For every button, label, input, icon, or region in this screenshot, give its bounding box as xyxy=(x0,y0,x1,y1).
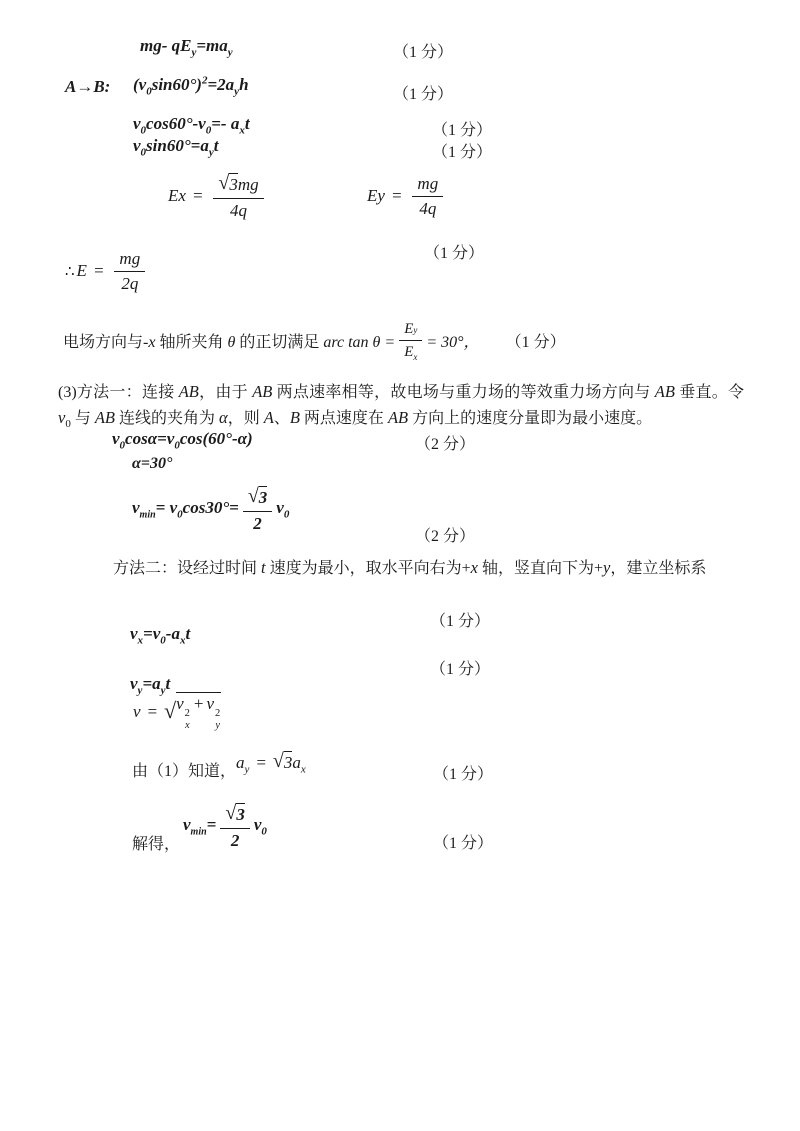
math-fragment xyxy=(133,702,164,722)
text-fragment: ，建立坐标系 xyxy=(610,560,707,577)
subscript: min xyxy=(139,509,156,521)
numerator xyxy=(213,171,263,199)
subscript: y xyxy=(208,146,214,159)
text-fragment: 轴，竖直向下为+ xyxy=(477,560,603,577)
equation-vy-sin60 xyxy=(133,136,218,158)
subscript: 0 xyxy=(140,124,147,137)
math-fragment: v xyxy=(132,497,140,517)
math-fragment: =- a xyxy=(211,114,240,133)
equation-vmin-method2 xyxy=(183,801,267,851)
math-fragment: v xyxy=(130,624,138,643)
math-fragment: (v xyxy=(133,75,147,94)
math-fragment: v xyxy=(176,694,184,714)
denominator: 2 xyxy=(230,830,240,850)
subscript: 0 xyxy=(146,85,152,98)
denominator: 4q xyxy=(230,200,248,220)
fraction xyxy=(399,319,422,362)
math-fragment: a xyxy=(236,752,245,772)
equals-sign: = xyxy=(255,752,267,772)
equals-sign: = xyxy=(191,186,204,205)
math-fragment: x xyxy=(470,558,478,577)
math-fragment: AB xyxy=(654,382,675,401)
radicand: 3 xyxy=(236,804,245,824)
sqrt-sign: √ xyxy=(164,698,177,723)
denominator: 2q xyxy=(121,274,139,293)
text-fragment: 两点速度在 xyxy=(299,410,388,427)
math-fragment: t xyxy=(244,114,250,133)
label-a-to-b: A→B: xyxy=(65,77,111,96)
equation-newton-y xyxy=(140,36,233,58)
math-fragment xyxy=(254,815,267,837)
equals-sign: = xyxy=(206,814,217,834)
math-fragment: v xyxy=(58,408,66,427)
subscript: x xyxy=(239,124,245,137)
equals-sign: = xyxy=(146,702,159,721)
subscript: x xyxy=(300,763,306,776)
subscript: y xyxy=(227,46,233,59)
math-fragment: Ey xyxy=(367,186,385,205)
sub-sup-stack xyxy=(185,708,190,731)
sqrt-sign: √ xyxy=(272,749,284,772)
math-fragment: =a xyxy=(142,674,161,693)
math-fragment: x xyxy=(148,333,156,351)
subscript: min xyxy=(190,826,207,838)
math-fragment xyxy=(65,261,110,281)
equation-vx-cos60 xyxy=(133,114,250,136)
plus-sign: + xyxy=(193,694,204,714)
sentence-field-direction xyxy=(63,314,566,366)
math-fragment: AB xyxy=(387,408,409,427)
text-fragment: 垂直。令 xyxy=(674,384,744,401)
math-fragment: sin60°=a xyxy=(146,136,209,155)
math-fragment: Ex xyxy=(168,186,186,205)
paragraph-method-2 xyxy=(88,555,738,581)
text-fragment: ，则 xyxy=(227,410,264,427)
math-fragment: E xyxy=(76,261,87,280)
text-fragment: 方向上的速度分量即为最小速度。 xyxy=(408,410,653,427)
subscript: x xyxy=(137,634,144,647)
math-fragment: v xyxy=(112,429,120,448)
subscript: 0 xyxy=(174,439,180,452)
sqrt-sign: √ xyxy=(247,484,259,507)
subscript: 0 xyxy=(205,124,212,137)
text-fragment: 轴所夹角 xyxy=(155,333,228,351)
math-fragment: cos30°= xyxy=(182,497,239,517)
equals-sign: = xyxy=(92,261,105,280)
math-fragment xyxy=(367,186,408,206)
math-fragment: mg xyxy=(237,174,259,194)
subscript: y xyxy=(244,763,250,776)
math-fragment: cos(60°-α) xyxy=(179,429,253,448)
text-fragment: 方法二：设经过时间 xyxy=(113,560,262,577)
math-fragment: A xyxy=(263,408,274,427)
score-mark-9: （1 分） xyxy=(430,613,491,630)
radicand: 3 xyxy=(258,487,268,507)
text-fragment: 、 xyxy=(273,410,290,427)
math-fragment: E xyxy=(404,320,414,337)
math-fragment: a xyxy=(292,752,301,772)
math-fragment: y xyxy=(603,558,611,577)
subscript: 0 xyxy=(261,825,267,838)
equation-v-magnitude xyxy=(133,694,221,731)
line-from-part-1 xyxy=(132,749,306,783)
superscript: 2 xyxy=(215,708,221,720)
math-fragment: =ma xyxy=(196,36,228,55)
math-fragment: cosα=v xyxy=(125,429,175,448)
sqrt-sign: √ xyxy=(225,801,237,824)
math-fragment: =2a xyxy=(207,75,235,94)
equation-E-total xyxy=(65,246,149,296)
math-fragment: v xyxy=(183,814,191,834)
math-fragment: arc tan θ = xyxy=(323,333,396,351)
subscript: y xyxy=(215,720,220,731)
text-fragment: 速度为最小，取水平向右为+ xyxy=(265,560,471,577)
text-solve: 解得， xyxy=(132,836,181,853)
math-fragment: h xyxy=(239,75,249,94)
subscript: x xyxy=(179,634,186,647)
math-fragment: v xyxy=(133,136,141,155)
math-fragment xyxy=(168,186,209,206)
therefore-symbol: ∴ xyxy=(65,264,75,280)
math-fragment: t xyxy=(185,624,191,643)
equation-vy xyxy=(130,674,170,696)
equation-ay xyxy=(236,751,306,775)
subscript: 0 xyxy=(119,439,126,452)
subscript: 0 xyxy=(283,508,290,521)
text-fragment: 两点速率相等，故电场与重力场的等效重力场方向与 xyxy=(272,384,655,401)
math-fragment: =v xyxy=(143,624,161,643)
math-fragment xyxy=(276,498,289,520)
subscript: x xyxy=(184,720,190,731)
subscript: 0 xyxy=(160,634,166,647)
equation-v0sin60-squared xyxy=(133,75,249,97)
fraction xyxy=(243,484,272,534)
math-fragment: t xyxy=(165,674,171,693)
fraction xyxy=(220,801,249,851)
equals-sign: = xyxy=(390,186,403,205)
subscript: y xyxy=(137,684,143,697)
radicand: 3 xyxy=(229,174,238,194)
equation-Ey xyxy=(367,171,447,221)
score-mark-11: （1 分） xyxy=(433,766,494,783)
math-fragment xyxy=(132,498,239,520)
equation-Ex xyxy=(168,171,268,221)
score-mark-4: （1 分） xyxy=(432,144,493,161)
math-fragment: mg- qE xyxy=(140,36,192,55)
fraction xyxy=(412,173,443,220)
math-fragment: -a xyxy=(165,624,180,643)
subscript: y xyxy=(234,85,240,98)
math-fragment: AB xyxy=(94,408,116,427)
subscript: y xyxy=(160,684,166,697)
math-fragment: AB xyxy=(178,382,199,401)
fraction xyxy=(114,248,145,295)
denominator xyxy=(404,341,417,362)
subscript: 0 xyxy=(65,418,71,431)
score-mark-3: （1 分） xyxy=(432,122,493,139)
text-fragment: 的正切满足 xyxy=(235,333,324,351)
score-mark-6: （1 分） xyxy=(505,333,566,351)
superscript: 2 xyxy=(184,708,190,720)
math-fragment: AB xyxy=(252,382,273,401)
math-fragment: v xyxy=(206,694,215,714)
math-fragment: v xyxy=(133,702,141,721)
math-fragment: v xyxy=(133,114,141,133)
score-mark-7: （2 分） xyxy=(415,436,476,453)
score-mark-1: （1 分） xyxy=(393,44,454,61)
subscript: 0 xyxy=(177,508,183,521)
paragraph-method-1 xyxy=(58,379,744,431)
math-fragment: α xyxy=(219,408,228,427)
text-fragment: ，由于 xyxy=(198,384,253,401)
denominator: 4q xyxy=(419,199,437,218)
sub-sup-stack xyxy=(215,708,220,731)
superscript: 2 xyxy=(201,74,208,87)
equation-cos-alpha xyxy=(112,429,253,451)
text-fragment: (3)方法一：连接 xyxy=(58,384,179,401)
score-mark-12: （1 分） xyxy=(433,835,494,852)
subscript: x xyxy=(413,351,418,362)
text-fragment: 电场方向与- xyxy=(63,333,149,351)
numerator xyxy=(220,801,249,829)
text-fragment: 与 xyxy=(70,410,95,427)
equation-vmin-method1 xyxy=(132,484,289,534)
radicand: 3 xyxy=(283,752,293,772)
text-fragment: 由（1）知道， xyxy=(132,762,237,780)
math-fragment: v xyxy=(130,674,138,693)
math-fragment: θ xyxy=(227,333,236,351)
score-mark-10: （1 分） xyxy=(430,661,491,678)
subscript: 0 xyxy=(140,146,147,159)
math-fragment: E xyxy=(404,343,414,360)
text-fragment: 连线的夹角为 xyxy=(115,410,220,427)
math-fragment: = v xyxy=(155,497,178,517)
text-fragment xyxy=(63,329,395,352)
numerator xyxy=(243,484,272,512)
numerator xyxy=(399,319,422,341)
score-mark-5: （1 分） xyxy=(424,245,485,262)
math-fragment: t xyxy=(213,136,219,155)
math-fragment: v xyxy=(276,497,284,517)
math-fragment: B xyxy=(289,408,300,427)
numerator: mg xyxy=(412,173,443,197)
equation-alpha-30: α=30° xyxy=(132,455,173,472)
denominator: 2 xyxy=(253,513,262,533)
math-fragment xyxy=(183,815,216,837)
math-fragment: v xyxy=(253,814,262,834)
numerator: mg xyxy=(114,248,145,272)
fraction xyxy=(213,171,263,221)
sqrt-sign: √ xyxy=(218,171,230,194)
math-fragment: cos60°-v xyxy=(146,114,206,133)
subscript: y xyxy=(191,46,197,59)
subscript: y xyxy=(413,324,418,335)
radicand xyxy=(176,692,221,731)
score-mark-8: （2 分） xyxy=(415,528,476,545)
score-mark-2: （1 分） xyxy=(393,86,454,103)
math-fragment: t xyxy=(261,558,266,577)
math-fragment: = 30°， xyxy=(426,333,480,351)
equation-vx xyxy=(130,624,190,646)
math-fragment: sin60°) xyxy=(151,75,202,94)
